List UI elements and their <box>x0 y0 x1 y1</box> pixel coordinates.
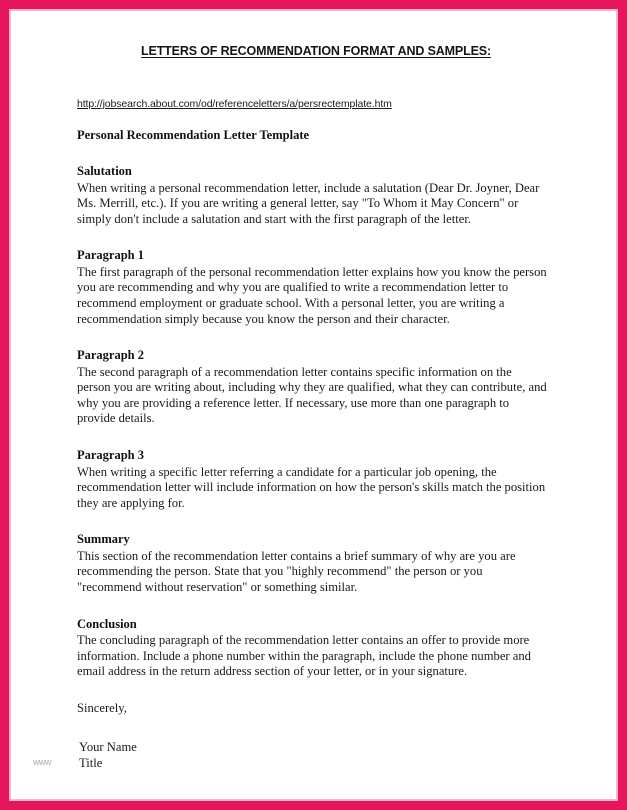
section-summary <box>77 532 547 595</box>
document-body <box>77 44 547 772</box>
section-body: When writing a personal recommendation letter, include a salutation (Dear Dr. Joyner, Dear Ms. Merrill, etc.). If you are writing a general letter, say "To Whom it May Concern" or simply don't include a salutation and start with the first paragraph of the letter. <box>77 180 540 226</box>
section-body: This section of the recommendation letter contains a brief summary of why are you are recommending the person. State that you "highly recommend" the person or you "recommend without reservation" or something similar. <box>77 548 516 594</box>
section-salutation <box>77 164 547 227</box>
section-conclusion <box>77 617 547 680</box>
section-heading: Paragraph 1 <box>77 248 145 263</box>
section-body: The concluding paragraph of the recommendation letter contains an offer to provide more information. Include a phone number within the paragraph, include the phone number and email address in the return address section of your letter, or in your signature. <box>77 633 531 679</box>
letter-closing-block <box>77 701 547 772</box>
closing-signoff: Sincerely, <box>77 700 127 715</box>
page-border-right <box>618 0 627 810</box>
source-url-link[interactable]: http://jobsearch.about.com/od/referenceletters/a/persrectemplate.htm <box>77 98 392 110</box>
closing-name: Your Name <box>79 740 137 755</box>
section-paragraph-1 <box>77 248 547 327</box>
section-heading: Paragraph 3 <box>77 448 145 463</box>
section-body: When writing a specific letter referring a candidate for a particular job opening, the recommendation letter will include information on how the person's skills match the position they are applying for. <box>77 464 546 510</box>
section-heading: Salutation <box>77 164 132 178</box>
document-subtitle: Personal Recommendation Letter Template <box>77 128 310 142</box>
watermark-text: www <box>33 757 51 767</box>
section-body: The second paragraph of a recommendation letter contains specific information on the person you are writing about, including why they are qualified, what they can contribute, and why you are providing a reference letter. If necessary, use more than one paragraph to provide details. <box>77 364 547 426</box>
section-heading: Summary <box>77 532 130 547</box>
section-heading: Paragraph 2 <box>77 348 145 363</box>
section-paragraph-3 <box>77 448 547 511</box>
page-border-bottom <box>0 801 627 810</box>
closing-title: Title <box>79 756 103 771</box>
page-title: LETTERS OF RECOMMENDATION FORMAT AND SAMPLES: <box>141 44 491 58</box>
section-paragraph-2 <box>77 348 547 427</box>
page-border-halo-bottom <box>9 799 618 801</box>
page-border-halo-right <box>616 9 618 801</box>
section-body: The first paragraph of the personal recommendation letter explains how you know the person you are recommending and why you are qualified to write a recommendation letter to recommend employment or graduate school. With a personal letter, you are writing a recommendation simply because you know the person and their character. <box>77 264 547 326</box>
page-border-left <box>0 0 9 810</box>
section-heading: Conclusion <box>77 616 137 631</box>
page-border-top <box>0 0 627 9</box>
